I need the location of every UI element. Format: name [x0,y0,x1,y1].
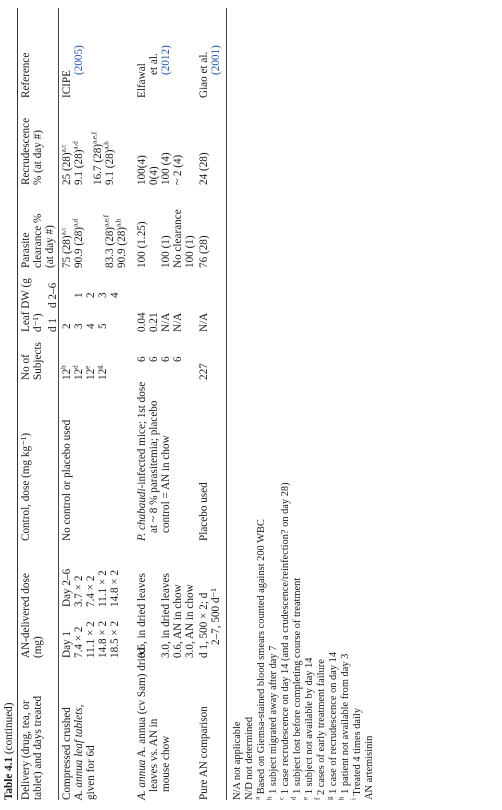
row3-clearance: 76 (28) [198,235,210,268]
row3-delivery: Pure AN comparison [198,706,210,800]
leaf-d26-underline [58,280,59,308]
row1-reference-year[interactable]: (2005) [73,45,85,75]
row1-reference-name: ICIPE [61,70,73,98]
row2-recrud-3: 100 (4) [160,152,172,185]
row1-clearance-3: 83.3 $(28)^{a,e,f}$ [102,214,116,268]
row3-leaf: N/A [198,312,210,332]
row1-clearance-1: 75 $(28)^{a,c}$ [59,227,73,268]
footnote-i: $^i$ Treated 4 times daily [349,707,363,800]
row2-subjects-2: 6 [148,356,160,362]
row1-leaf-d1-3: 4 [85,323,97,329]
footnote-f: $^f$ 2 cases of early treatment failure [313,659,327,800]
header-reference: Reference [20,52,32,98]
row2-subjects-1: 6 [136,356,148,362]
header-recrud-1: Recrudescence [20,117,32,185]
header-dose-1: AN-delivered dose [20,573,32,658]
row1-subjects-3: 12e [83,365,97,380]
row2-dose-4: 0.6, AN in chow [172,584,184,658]
row1-recrud-3: 16.7 $(28)^{a,e,f}$ [90,131,104,185]
row1-leaf-d26-2: 2 [85,292,97,298]
row3-dose-1: d 1, 500 × 2; d [198,592,210,658]
row2-delivery-2: leaves vs. AN in [148,718,160,792]
row1-recrud-4: 9.1 $(28)^{a,h}$ [102,141,116,185]
row3-recrud: 24 (28) [198,152,210,185]
row1-dose-day26-head: Day 2–6 [61,568,73,607]
footnote-d: $^d$ 1 subject lost before completing course of treatment [289,577,303,800]
row1-leaf-d26-4: 4 [109,292,121,298]
row2-clearance-4: No clearance [172,209,184,268]
top-rule [17,8,18,800]
row3-dose-2: 2–7, 500 d⁻¹ [210,588,222,645]
bottom-rule [226,8,227,800]
row1-recrud-2: 9.1 $(28)^{a,d}$ [71,141,85,185]
row2-dose-1: 0.6, in dried leaves [136,573,148,658]
row2-subjects-3: 6 [160,356,172,362]
row2-recrud-1: 100(4) [136,155,148,185]
header-leaf-dw-2: d⁻¹) [32,313,44,332]
row1-subjects-4: 12$^g$ [95,365,109,380]
row2-dose-3: 3.0, in dried leaves [160,573,172,658]
header-clearance-2: clearance % [32,213,44,268]
header-subjects-1: No of [20,354,32,380]
row1-delivery-2: A. annua leaf tablets, [73,704,85,800]
footnote-nd: N/D not determined [244,716,255,800]
header-subjects-2: Subjects [32,342,44,380]
row1-clearance-4: 90.9 $(28)^{a,h}$ [114,218,128,268]
row1-dose-c1: 14.8 × 2 [97,620,109,658]
row1-dose-c2: 11.1 × 2 [97,570,109,607]
row1-delivery-1: Compressed crushed [61,707,73,800]
row1-recrud-1: 25 $(28)^{a,c}$ [59,144,73,185]
header-recrud-2: % (at day #) [32,130,44,185]
footnote-c: $^c$ 1 case recrudescence on day 14 (and a crudescence/reinfection? on day 28) [277,482,291,800]
row1-dose-b2: 7.4 × 2 [85,575,97,607]
row1-subjects-2: 12$^d$ [71,365,85,380]
row2-reference-year[interactable]: (2012) [160,45,172,75]
row1-leaf-d1-4: 5 [97,323,109,329]
row1-dose-day1-head: Day 1 [61,630,73,658]
row2-delivery-3: mouse chow [160,735,172,792]
row3-reference-year[interactable]: (2001) [210,45,222,75]
row1-dose-d1: 18.5 × 2 [109,620,121,658]
footnote-na: N/A not applicable [232,721,243,800]
header-clearance-1: Parasite [20,232,32,268]
row2-dose-5: 3.0, AN in chow [184,584,196,658]
row1-leaf-d1-2: 3 [73,323,85,329]
row1-leaf-d26-head: d 2–6 [47,282,59,308]
row2-subjects-4: 6 [172,356,184,362]
row2-leaf-4: N/A [172,312,184,332]
row3-subjects: 227 [198,363,210,380]
row2-leaf-2: 0.21 [148,312,160,332]
row3-reference-name: Giao et al. [198,51,210,98]
row2-leaf-1: 0.04 [136,312,148,332]
footnote-a: $^a$ Based on Giemsa-stained blood smears counted against 200 WBC [253,519,267,800]
table-title: Table 4.1 (continued) [3,702,15,800]
row1-delivery-3: given for 6d [85,745,97,800]
row2-control-2: at ~ 8 % parasitemia; placebo [148,400,160,533]
row2-control-1: P. chabaudi-infected mice; 1st dose [136,381,148,541]
row1-clearance-2: 90.9 $(28)^{a,d}$ [71,218,85,268]
row1-dose-a1: 7.4 × 2 [73,626,85,658]
header-dose-2: (mg) [32,636,44,658]
footnote-h: $^h$ 1 patient not available from day 3 [337,653,351,800]
row1-dose-b1: 11.1 × 2 [85,621,97,658]
footnote-g: $^g$ 1 case of recrudescence on day 14 [325,651,339,800]
header-delivery-1: Delivery (drug, tea, or [20,700,32,800]
header-leaf-dw-1: Leaf DW (g [20,278,32,332]
row1-leaf-d1-head: d 1 [47,318,59,332]
row2-control-3: control = AN in chow [160,435,172,533]
header-clearance-3: (at day #) [44,225,56,268]
row2-clearance-5: 100 (1) [184,235,196,268]
row1-leaf-d26-1: 1 [73,292,85,298]
header-delivery-2: tablet) and days treated [32,695,44,800]
row2-recrud-4: ~ 2 (4) [172,154,184,185]
row2-clearance-3: 100 (1) [160,235,172,268]
footnote-b: $^b$ 1 subject migrated away after day 7 [265,645,279,800]
row2-delivery-1: A. annua A. annua (cv Sam) dried [136,647,148,800]
row1-subjects-1: 12$^b$ [59,365,73,380]
row2-recrud-2: 0(4) [148,166,160,185]
header-control: Control, dose (mg kg⁻¹) [20,432,32,541]
row1-dose-d2: 14.8 × 2 [109,569,121,607]
row1-leaf-d26-3: 3 [97,292,109,298]
row1-control: No control or placebo used [61,419,73,541]
footnote-an: AN artemisinin [364,735,375,800]
row2-leaf-3: N/A [160,312,172,332]
footnote-e: $^e$ 1 subject not available by day 14 [301,657,315,800]
row2-reference-name-1: Elfawal [136,63,148,98]
row2-reference-name-2: et al. [148,53,160,75]
leaf-d1-underline [58,318,59,332]
row1-leaf-d1-1: 2 [61,323,73,329]
header-rule [58,8,59,800]
row3-control: Placebo used [198,482,210,541]
row2-clearance-1: 100 (1.25) [136,221,148,268]
row1-dose-a2: 3.7 × 2 [73,575,85,607]
